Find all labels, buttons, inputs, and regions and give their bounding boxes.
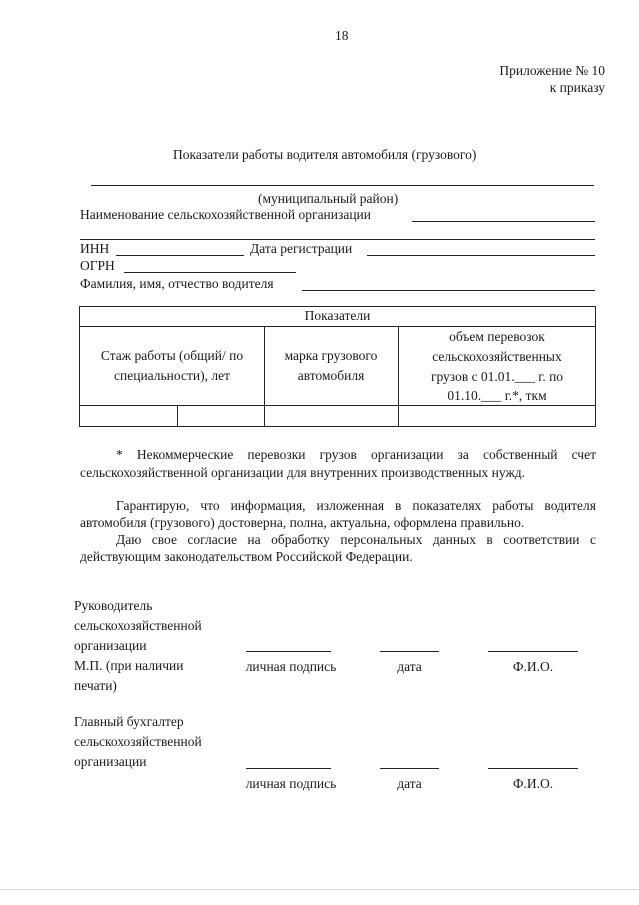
page-number: 18 xyxy=(335,28,349,43)
driver-name-field[interactable] xyxy=(302,290,595,291)
accountant-signature-caption: личная подпись xyxy=(245,776,337,791)
head-date-caption: дата xyxy=(397,659,422,674)
table-cell-experience-general[interactable] xyxy=(80,406,177,426)
reg-date-field[interactable] xyxy=(367,255,595,256)
reg-date-label: Дата регистрации xyxy=(250,241,353,256)
head-signature-field[interactable] xyxy=(246,651,331,652)
accountant-date-field[interactable] xyxy=(380,768,439,769)
scan-edge-line xyxy=(0,889,639,890)
order-label: к приказу xyxy=(549,80,605,95)
head-signature-caption: личная подпись xyxy=(245,659,337,674)
table-col-truck-brand: марка грузового автомобиля xyxy=(284,348,378,383)
inn-field[interactable] xyxy=(116,255,244,256)
table-col-volume-line3: грузов с 01.01.___ г. по xyxy=(430,369,564,384)
inn-label: ИНН xyxy=(80,241,110,256)
table-col-volume-line1: объем перевозок xyxy=(449,329,545,344)
table-col-volume-line4: 01.10.___ г.*, ткм xyxy=(447,388,547,403)
org-name-field[interactable] xyxy=(412,221,595,222)
table-col-volume-line2: сельскохозяйственных xyxy=(432,349,562,364)
accountant-signature-field[interactable] xyxy=(246,768,331,769)
head-title-line2: сельскохозяйственной xyxy=(74,618,202,633)
appendix-label: Приложение № 10 xyxy=(499,63,605,78)
accountant-title-line3: организации xyxy=(74,754,147,769)
accountant-date-caption: дата xyxy=(397,776,422,791)
head-title-line3: организации xyxy=(74,638,147,653)
head-title-line5: печати) xyxy=(74,678,117,693)
table-header: Показатели xyxy=(304,308,371,323)
ogrn-field[interactable] xyxy=(124,272,296,273)
accountant-fio-caption: Ф.И.О. xyxy=(512,776,554,791)
municipal-district-caption: (муниципальный район) xyxy=(258,191,399,206)
table-col-experience: Стаж работы (общий/ по специальности), лет xyxy=(100,348,244,383)
table-cell-volume[interactable] xyxy=(399,406,595,426)
indicators-table xyxy=(79,306,596,427)
head-title-line1: Руководитель xyxy=(74,598,153,613)
head-fio-caption: Ф.И.О. xyxy=(512,659,554,674)
org-name-label: Наименование сельскохозяйственной организации xyxy=(80,207,372,222)
table-cell-experience-specialty[interactable] xyxy=(178,406,264,426)
table-cell-truck-brand[interactable] xyxy=(265,406,398,426)
consent-line2: действующим законодательством Российской Федерации. xyxy=(80,549,413,564)
driver-name-label: Фамилия, имя, отчество водителя xyxy=(80,276,274,291)
guarantee-line2: автомобиля (грузового) достоверна, полна, актуальна, оформлена правильно. xyxy=(80,515,525,530)
page-title: Показатели работы водителя автомобиля (грузового) xyxy=(173,147,477,162)
head-fio-field[interactable] xyxy=(488,651,578,652)
head-title-line4: М.П. (при наличии xyxy=(74,658,184,673)
head-date-field[interactable] xyxy=(380,651,439,652)
consent-line1: Даю свое согласие на обработку персональных данных в соответствии с xyxy=(116,532,596,547)
footnote-line2: сельскохозяйственной организации для внутренних производственных нужд. xyxy=(80,465,526,480)
accountant-title-line2: сельскохозяйственной xyxy=(74,734,202,749)
ogrn-label: ОГРН xyxy=(80,258,115,273)
accountant-fio-field[interactable] xyxy=(488,768,578,769)
municipal-district-field[interactable] xyxy=(91,185,594,186)
guarantee-line1: Гарантирую, что информация, изложенная в показателях работы водителя xyxy=(116,498,596,513)
footnote-line1: * Некоммерческие перевозки грузов организации за собственный счет xyxy=(116,447,596,462)
accountant-title-line1: Главный бухгалтер xyxy=(74,714,184,729)
